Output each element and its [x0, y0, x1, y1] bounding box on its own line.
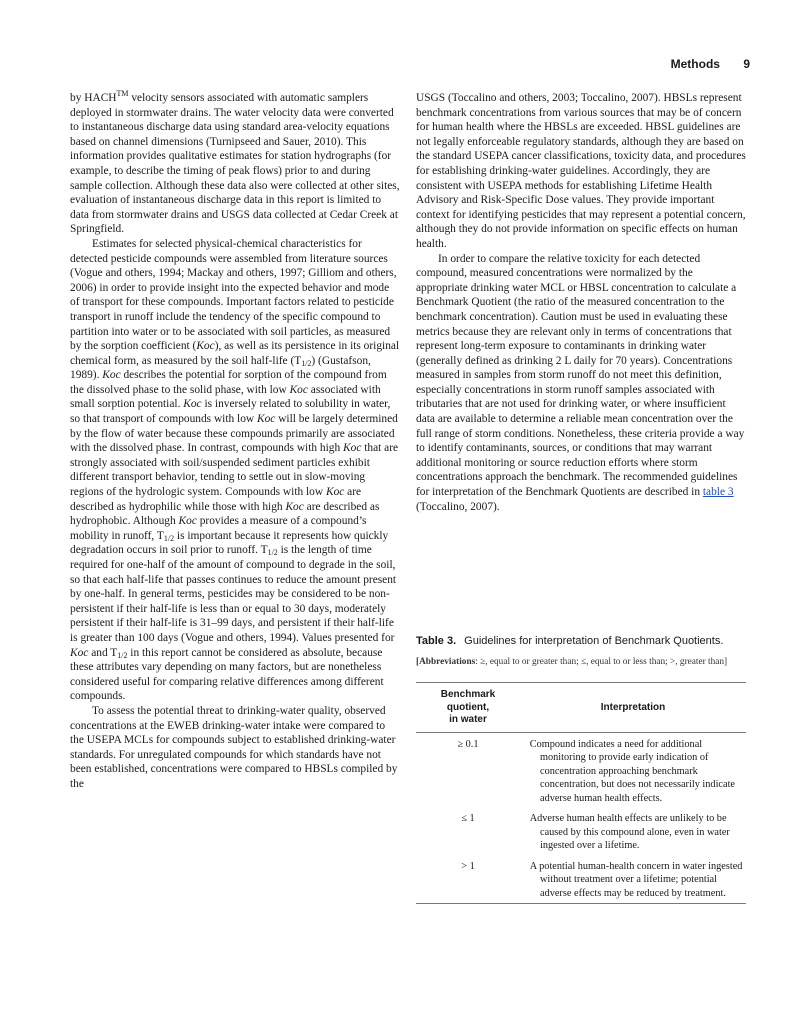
- paragraph: In order to compare the relative toxicity for each detected compound, measured concentrations were normalized by the appropriate drinking water MCL or HBSL concentration to calculate a Benchmark Quotient (the ratio of the measured concentration to the benchmark concentration). Caution must be used in evaluating these metrics because they are relevant only in terms of concentrations that represent long-term exposure to contaminants in drinking water (generally defined as drinking 2 L daily for 70 years). Concentrations measured in samples from storm runoff do not meet this definition, especially concentrations in storm runoff samples associated with tributaries that are not used for drinking water, or where insufficient data are available to determine a reliable mean concentration over the full range of storm conditions. Nonetheless, these criteria provide a way to identify contaminants, sources, or conditions that may warrant additional monitoring or source reduction efforts where storm concentrations approach the benchmark. The recommended guidelines for interpretation of the Benchmark Quotients are described in table 3 (Toccalino, 2007).: [416, 252, 745, 513]
- table-row: [416, 807, 746, 855]
- paragraph: Estimates for selected physical-chemical characteristics for detected pesticide compounds were assembled from literature sources (Vogue and others, 1994; Mackay and others, 1997; Gilliom and others, 2006) in order to provide insight into the expected behavior and mode of transport for these compounds. Important factors related to pesticide transport in runoff include the tendency of the specific compound to partition into water or to be associated with soil particles, as measured by the sorption coefficient (Koc), as well as its persistence in its original chemical form, as measured by the soil half-life $(T_{1/2})$ (Gustafson, 1989). Koc describes the potential for sorption of the compound from the dissolved phase to the solid phase, with low Koc associated with small sorption potential. Koc is inversely related to solubility in water, so that transport of compounds with low Koc will be largely determined by the flow of water because these compounds primarily are associated with the dissolved phase. In contrast, compounds with high Koc that are strongly associated with soil/suspended sediment particles exhibit different transport behavior, tending to settle out in slow-moving regions of the hydrologic system. Compounds with low Koc are described as hydrophilic while those with high Koc are described as hydrophobic. Although Koc provides a measure of a compound’s mobility in runoff, $T_{1/2}$ is important because it represents how quickly degradation occurs in soil prior to runoff. $T_{1/2}$ is the length of time required for one-half of the amount of compound to degrade in the soil, so that each half-life that passes continues to reduce the amount present by one-half. In general terms, pesticides may be considered to be non-persistent if their half-life is less than or equal to 30 days, moderately persistent if their half-life is 31–99 days, and persistent if their half-life is greater than 100 days (Vogue and others, 1994). Values presented for Koc and $T_{1/2}$ in this report cannot be considered as absolute, because these attributes vary depending on many factors, but are nonetheless considered useful for comparing relative differences among different compounds.: [70, 237, 400, 703]
- left-column: [70, 91, 400, 792]
- benchmark-table: [416, 682, 746, 904]
- table-caption: [416, 634, 746, 648]
- column-header-interpretation: Interpretation: [520, 683, 746, 733]
- interpretation-cell: A potential human-health concern in water ingested without treatment over a lifetime; potential adverse effects may be reduced by treatment.: [520, 855, 746, 904]
- paragraph: USGS (Toccalino and others, 2003; Toccalino, 2007). HBSLs represent benchmark concentrations from various sources that may be of concern for human health where the HBSLs are exceeded. HBSL guidelines are not legally enforceable regulatory standards, although they are based on the standard USEPA cancer classifications, toxicity data, and procedures for establishing drinking-water guidelines. Accordingly, they are consistent with USEPA methods for establishing Lifetime Health Advisory and Risk-Specific Dose values. They provide important context for identifying pesticides that may represent a potential concern, although they do not provide information on specific effects on human health.: [416, 92, 746, 250]
- section-title: Methods: [670, 57, 720, 71]
- quotient-cell: ≥ 0.1: [457, 738, 479, 750]
- column-header-quotient: Benchmark quotient, in water: [416, 683, 520, 733]
- paragraph: To assess the potential threat to drinking-water quality, observed concentrations at the EWEB drinking-water intake were compared to the USEPA MCLs for compounds subject to established drinking-water standards. For unregulated compounds for which standards have not been established, concentrations were compared to HBSLs compiled by the: [70, 704, 398, 790]
- table-abbreviations: [Abbreviations: ≥, equal to or greater than; ≤, equal to or less than; >, greater than]: [416, 657, 728, 667]
- table-title: Guidelines for interpretation of Benchmark Quotients.: [464, 635, 724, 647]
- page-number: 9: [743, 57, 750, 71]
- quotient-cell: ≤ 1: [461, 813, 475, 824]
- table-3-link[interactable]: table 3: [702, 486, 734, 499]
- right-column: [416, 91, 746, 514]
- interpretation-cell: Adverse human health effects are unlikely to be caused by this compound alone, even in water ingested over a lifetime.: [529, 813, 730, 851]
- page-header: [671, 57, 750, 71]
- paragraph: by HACH™ velocity sensors associated with automatic samplers deployed in stormwater drains. The water velocity data were converted to instantaneous discharge data using standard area-velocity equations based on channel dimensions (Turnipseed and Sauer, 2010). This information provides qualitative estimates for station hydrographs (for example, to describe the timing of peak flows) prior to and during sample collection. Although these data also were collected at other sites, evaluation of instantaneous discharge data in this report is limited to data from stormwater drains and USGS data collected at Cedar Creek at Springfield.: [70, 89, 400, 236]
- table-3: [416, 634, 746, 904]
- table-row: [416, 855, 746, 904]
- interpretation-cell: Compound indicates a need for additional monitoring to provide early indication of concentration approaching benchmark concentration, but does not necessarily indicate adverse human health effects.: [529, 738, 736, 804]
- table-row: [416, 732, 746, 807]
- table-header-row: [416, 683, 746, 733]
- table-label: Table 3.: [416, 635, 457, 647]
- quotient-cell: > 1: [416, 855, 520, 904]
